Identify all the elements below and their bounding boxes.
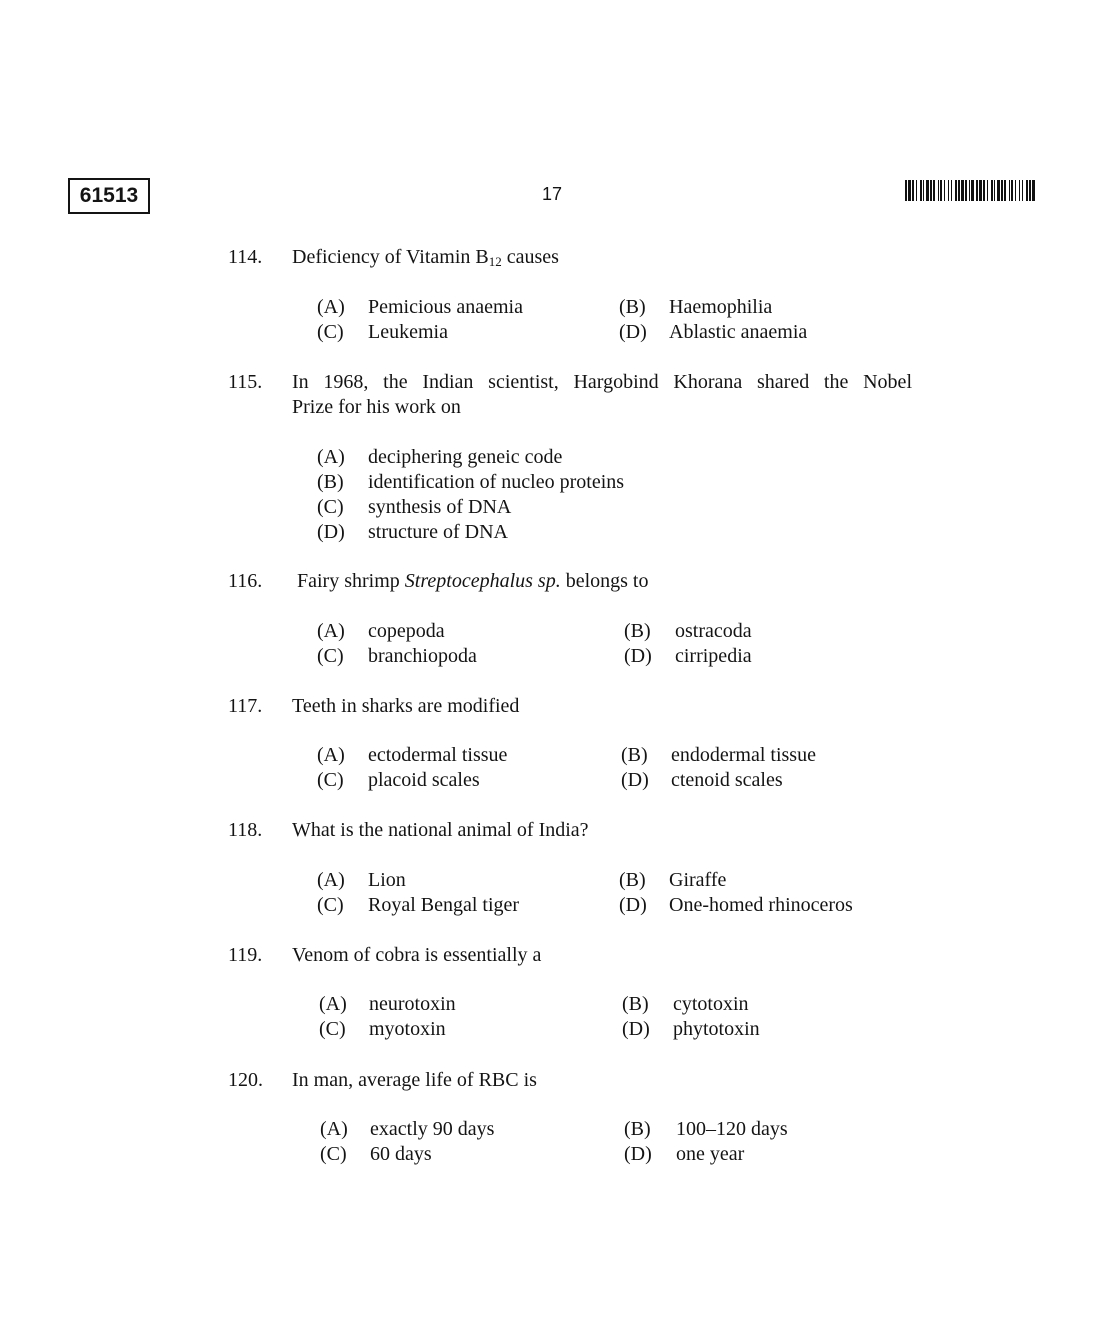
barcode-bar — [920, 180, 922, 201]
option-label: (B) — [619, 869, 646, 891]
barcode-bar — [1022, 180, 1023, 201]
species-name: Streptocephalus sp. — [404, 570, 561, 592]
option-label: (B) — [619, 296, 646, 318]
option-label: (A) — [317, 744, 345, 766]
question-text: In man, average life of RBC is — [292, 1069, 537, 1091]
option-text: Pemicious anaemia — [368, 296, 523, 318]
option-label: (A) — [319, 993, 347, 1015]
option-text: placoid scales — [368, 769, 480, 791]
option-label: (D) — [624, 645, 652, 667]
barcode-bar — [1019, 180, 1020, 201]
barcode-bar — [948, 180, 949, 201]
option-text: deciphering geneic code — [368, 446, 563, 468]
barcode — [905, 180, 1035, 201]
option-text: identification of nucleo proteins — [368, 471, 625, 493]
option-text: ostracoda — [675, 620, 752, 642]
barcode-bar — [969, 180, 970, 201]
option-label: (A) — [320, 1118, 348, 1140]
barcode-bar — [933, 180, 935, 201]
barcode-bar — [1032, 180, 1035, 201]
option-label: (D) — [619, 894, 647, 916]
option-text: myotoxin — [369, 1018, 446, 1040]
option-label: (C) — [317, 769, 344, 791]
barcode-bar — [997, 180, 1000, 201]
option-text: Giraffe — [669, 869, 727, 891]
barcode-bar — [994, 180, 995, 201]
barcode-bar — [940, 180, 942, 201]
option-label: (C) — [320, 1143, 347, 1165]
barcode-bar — [965, 180, 967, 201]
barcode-bar — [958, 180, 960, 201]
option-label: (B) — [317, 471, 344, 493]
question-text-line: In 1968, the Indian scientist, Hargobind Khorana shared the Nobel — [292, 371, 912, 393]
barcode-bar — [926, 180, 929, 201]
option-text: exactly 90 days — [370, 1118, 495, 1140]
question-number: 120. — [228, 1069, 263, 1091]
question-text-line: Prize for his work on — [292, 396, 461, 418]
barcode-bar — [1029, 180, 1031, 201]
option-text: endodermal tissue — [671, 744, 816, 766]
option-label: (C) — [319, 1018, 346, 1040]
barcode-bar — [961, 180, 964, 201]
option-text: synthesis of DNA — [368, 496, 512, 518]
barcode-bar — [991, 180, 993, 201]
barcode-bar — [979, 180, 982, 201]
option-text: Ablastic anaemia — [669, 321, 808, 343]
option-label: (B) — [624, 1118, 651, 1140]
option-text: structure of DNA — [368, 521, 508, 543]
option-text: 100–120 days — [676, 1118, 788, 1140]
question-text-part: Fairy shrimp — [297, 570, 405, 592]
option-label: (A) — [317, 296, 345, 318]
option-text: branchiopoda — [368, 645, 477, 667]
option-label: (C) — [317, 645, 344, 667]
option-label: (C) — [317, 496, 344, 518]
option-text: Lion — [368, 869, 406, 891]
question-number: 118. — [228, 819, 263, 841]
option-text: Royal Bengal tiger — [368, 894, 520, 916]
option-text: cytotoxin — [673, 993, 749, 1015]
option-label: (B) — [622, 993, 649, 1015]
option-text: cirripedia — [675, 645, 752, 667]
question-number: 114. — [228, 246, 263, 268]
option-text: one year — [676, 1143, 745, 1165]
question-number: 116. — [228, 570, 263, 592]
question-text-part: belongs to — [560, 570, 649, 592]
page-number: 17 — [541, 184, 563, 204]
question-text: Venom of cobra is essentially a — [292, 944, 542, 966]
option-text: phytotoxin — [673, 1018, 760, 1040]
barcode-bar — [1009, 180, 1010, 201]
paper-code-box: 61513 — [68, 178, 150, 214]
question-text: Teeth in sharks are modified — [292, 695, 520, 717]
question-number: 119. — [228, 944, 263, 966]
question-text-part: causes — [501, 246, 559, 268]
option-text: ectodermal tissue — [368, 744, 508, 766]
barcode-bar — [905, 180, 907, 201]
barcode-bar — [1011, 180, 1013, 201]
barcode-bar — [971, 180, 974, 201]
option-text: Haemophilia — [669, 296, 773, 318]
option-label: (B) — [624, 620, 651, 642]
option-text: Leukemia — [368, 321, 448, 343]
option-label: (D) — [619, 321, 647, 343]
question-text-part: Deficiency of Vitamin B — [292, 246, 489, 268]
option-text: ctenoid scales — [671, 769, 783, 791]
barcode-bar — [1004, 180, 1006, 201]
barcode-bar — [1001, 180, 1003, 201]
question-text: What is the national animal of India? — [292, 819, 589, 841]
barcode-bar — [1026, 180, 1028, 201]
option-label: (C) — [317, 321, 344, 343]
question-text — [297, 569, 648, 593]
barcode-bar — [908, 180, 911, 201]
barcode-bar — [916, 180, 917, 201]
barcode-bar — [987, 180, 988, 201]
option-label: (A) — [317, 620, 345, 642]
question-number: 117. — [228, 695, 263, 717]
option-label: (B) — [621, 744, 648, 766]
option-text: copepoda — [368, 620, 445, 642]
barcode-bar — [983, 180, 985, 201]
question-text — [292, 245, 559, 269]
barcode-bar — [912, 180, 914, 201]
option-text: One-homed rhinoceros — [669, 894, 853, 916]
subscript: 12 — [488, 254, 502, 269]
barcode-bar — [944, 180, 945, 201]
option-text: 60 days — [370, 1143, 432, 1165]
option-label: (D) — [621, 769, 649, 791]
barcode-bar — [938, 180, 939, 201]
barcode-bar — [923, 180, 924, 201]
barcode-bar — [955, 180, 957, 201]
option-label: (A) — [317, 446, 345, 468]
barcode-bar — [976, 180, 978, 201]
option-label: (D) — [622, 1018, 650, 1040]
option-label: (C) — [317, 894, 344, 916]
barcode-bar — [930, 180, 932, 201]
barcode-bar — [951, 180, 952, 201]
option-text: neurotoxin — [369, 993, 456, 1015]
option-label: (D) — [624, 1143, 652, 1165]
option-label: (A) — [317, 869, 345, 891]
option-label: (D) — [317, 521, 345, 543]
question-number: 115. — [228, 371, 263, 393]
barcode-bar — [1015, 180, 1016, 201]
